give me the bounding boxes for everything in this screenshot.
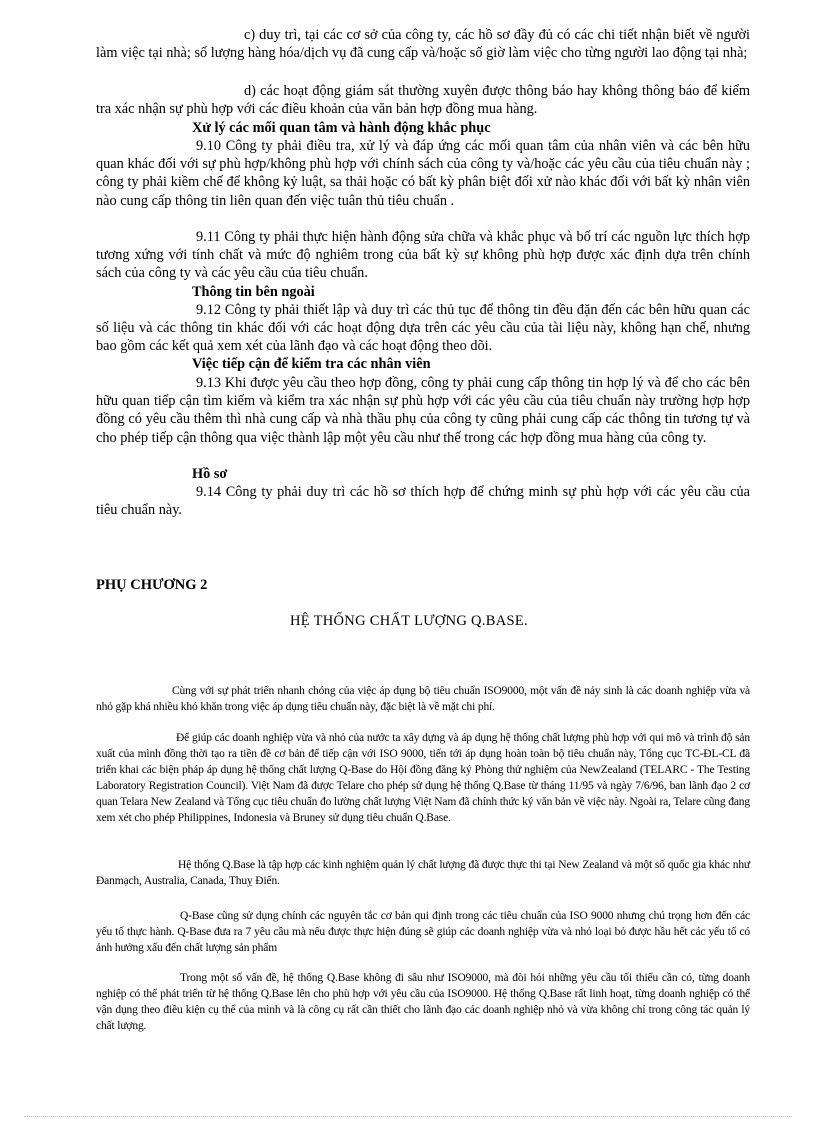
appendix-paragraph-5: Trong một số vấn đề, hệ thống Q.Base không đi sâu như ISO9000, mà đòi hỏi những yêu cầu tối thiểu cần có, từng doanh nghiệp có thể phát triển từ hệ thống Q.Base lên cho phù hợp với yêu cầu của ISO9000. Hệ thống Q.Base rất linh hoạt, từng doanh nghiệp có thể vận dụng theo điều kiện cụ thể của mình và là công cụ rất cần thiết cho lãnh đạo các doanh nghiệp nhỏ và vừa không chỉ trong công tác quản lý chất lượng. [96,972,750,1032]
appendix-paragraph-3: Hệ thống Q.Base là tập hợp các kinh nghiệm quản lý chất lượng đã được thực thi tại New Zealand và một số quốc gia khác như Đanmạch, Australia, Canada, Thuỵ Điển. [96,859,750,887]
heading-records: Hồ sơ [192,466,228,482]
appendix-paragraph-1: Cùng với sự phát triển nhanh chóng của việc áp dụng bộ tiêu chuẩn ISO9000, một vấn đề nảy sinh là các doanh nghiệp vừa và nhỏ gặp khá nhiều khó khăn trong việc áp dụng tiêu chuẩn này, đặc biệt là về mặt chi phí. [96,685,750,713]
page-bottom-divider [24,1116,792,1117]
appendix-paragraph-2: Để giúp các doanh nghiệp vừa và nhỏ của nước ta xây dựng và áp dụng hệ thống chất lượng phù hợp với qui mô và trình độ sản xuất của mình đồng thời tạo ra tiền đề cơ bản để tiếp cận với ISO 9000, tiến tới áp dụng hoàn toàn bộ tiêu chuẩn này, Tổng cục TC-ĐL-CL đã triển khai các biện pháp áp dụng hệ thống chất lượng Q-Base do Hội đồng đăng ký Phòng thử nghiệm của NewZealand (TELARC - The Testing Laboratory Registration Council). Việt Nam đã được Telare cho phép sử dụng hệ thống Q.Base từ tháng 11/95 và ngày 7/6/96, ban lãnh đạo 2 cơ quan Telara New Zealand và Tổng cục tiêu chuẩn đo lường chất lượng Việt Nam đã chính thức ký văn bản về việc này. Ngoài ra, Telare cũng đang xem xét cho phép Philippines, Indonesia và Bruney sử dụng tiêu chuẩn Q.Base. [96,732,750,824]
paragraph-9-12: 9.12 Công ty phải thiết lập và duy trì các thủ tục để thông tin đều đặn đến các bên hữu quan các số liệu và các thông tin khác đối với các hoạt động dựa trên các yêu cầu của tài liệu này, không hạn chế, nhưng bao gồm các kết quả xem xét của lãnh đạo và các hoạt động theo dõi. [96,302,750,355]
paragraph-9-11: 9.11 Công ty phải thực hiện hành động sửa chữa và khắc phục và bố trí các nguồn lực thích hợp tương xứng với tính chất và mức độ nghiêm trong của bất kỳ sự không phù hợp được xác định dựa trên chính sách của công ty và các yêu cầu của tiêu chuẩn. [96,229,750,282]
paragraph-9-10: 9.10 Công ty phải điều tra, xử lý và đáp ứng các mối quan tâm của nhân viên và các bên hữu quan khác đối với sự phù hợp/không phù hợp với chính sách của công ty và/hoặc các yêu cầu của tiêu chuẩn này ; công ty phải kiềm chế để không kỷ luật, sa thải hoặc có bất kỳ phân biệt đối xử nào khác đối với bất kỳ nhân viên nào cung cấp thông tin liên quan đến việc tuân thủ tiêu chuẩn . [96,138,750,209]
paragraph-9-14: 9.14 Công ty phải duy trì các hồ sơ thích hợp để chứng minh sự phù hợp với các yêu cầu của tiêu chuẩn này. [96,484,750,519]
heading-access-verification: Việc tiếp cận để kiểm tra các nhân viên [192,356,431,372]
paragraph-9-13: 9.13 Khi được yêu cầu theo hợp đồng, công ty phải cung cấp thông tin hợp lý và để cho các bên hữu quan tiếp cận tìm kiếm và kiểm tra xác nhận sự phù hợp với các yêu cầu của tiêu chuẩn này trường hợp hợp đồng có yêu cầu thêm thì nhà cung cấp và nhà thầu phụ của công ty cũng phải cung cấp các thông tin tương tự và cho phép tiếp cận thông qua việc thành lập một yêu cầu như thế trong các hợp đồng mua hàng của công ty. [96,375,750,446]
appendix-paragraph-4: Q-Base cũng sử dụng chính các nguyên tắc cơ bản qui định trong các tiêu chuẩn của ISO 9000 nhưng chú trọng hơn đến các yếu tố thực hành. Q-Base đưa ra 7 yêu cầu mà nếu được thực hiện đúng sẽ giúp các doanh nghiệp vừa và nhỏ loại bỏ được hầu hết các yếu tố có ảnh hưởng xấu đến chất lượng sản phẩm [96,910,750,954]
heading-external-info: Thông tin bên ngoài [192,284,315,300]
paragraph-c: c) duy trì, tại các cơ sở của công ty, các hồ sơ đầy đủ có các chi tiết nhận biết về người làm việc tại nhà; số lượng hàng hóa/dịch vụ đã cung cấp và/hoặc số giờ làm việc cho từng người lao động tại nhà; [96,27,750,62]
heading-corrective-action: Xử lý các mối quan tâm và hành động khắc phục [192,120,491,136]
appendix-title: HỆ THỐNG CHẤT LƯỢNG Q.BASE. [290,613,528,629]
paragraph-d: d) các hoạt động giám sát thường xuyên được thông báo hay không thông báo để kiểm tra xác nhận sự phù hợp với các điều khoản của văn bản hợp đồng mua hàng. [96,83,750,118]
appendix-label: PHỤ CHƯƠNG 2 [96,577,208,593]
